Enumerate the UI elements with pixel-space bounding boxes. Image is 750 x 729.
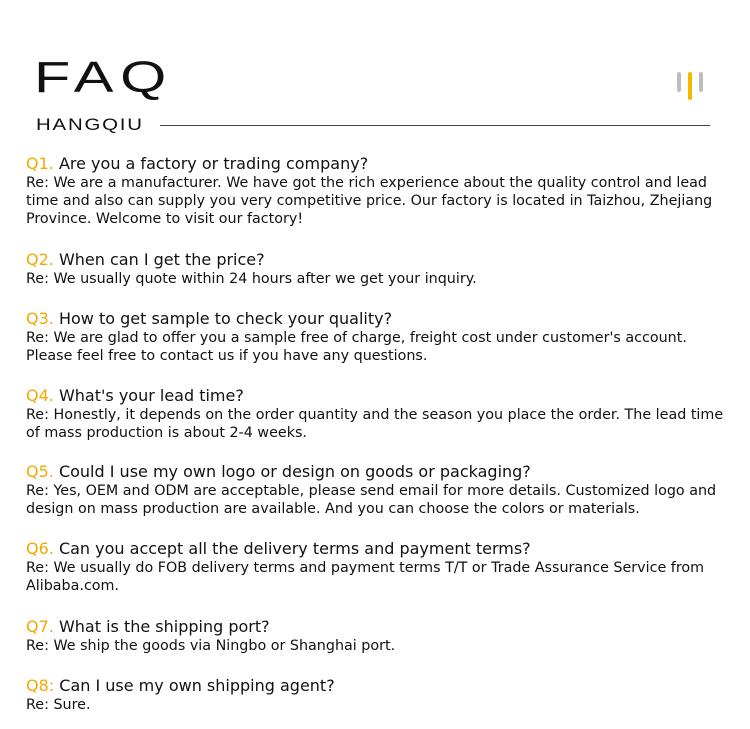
faq-item-8: [26, 676, 726, 714]
question-number: Q6.: [26, 539, 54, 558]
question-number: Q2.: [26, 250, 54, 269]
question: [26, 386, 726, 406]
question-number: Q8:: [26, 676, 55, 695]
divider-line: [160, 125, 710, 126]
answer-text: Re: We are a manufacturer. We have got the rich experience about the quality control and lead time and also can supply you very competitive price. Our factory is located in Taizhou, Zhejiang Province. Welcome to visit our factory!: [26, 175, 713, 227]
answer-text: Re: We are glad to offer you a sample free of charge, freight cost under customer's account. Please feel free to contact us if you have any questions.: [26, 330, 687, 364]
question-text: When can I get the price?: [58, 250, 265, 269]
faq-item-6: [26, 539, 726, 595]
question: [26, 462, 726, 482]
question-text: How to get sample to check your quality?: [58, 309, 393, 328]
question-text: Can you accept all the delivery terms and payment terms?: [58, 539, 531, 558]
brand-row: [36, 115, 710, 135]
answer-text: Re: Sure.: [26, 697, 91, 713]
question: [26, 539, 726, 559]
brand-name: HANGQIU: [36, 115, 144, 134]
faq-item-4: [26, 386, 726, 442]
question-number: Q7.: [26, 617, 54, 636]
question: [26, 154, 726, 174]
faq-title: FAQ: [34, 53, 174, 102]
faq-item-2: [26, 250, 726, 288]
answer-text: Re: We ship the goods via Ningbo or Shanghai port.: [26, 638, 396, 654]
question: [26, 676, 726, 696]
logo-bar-center: [688, 72, 692, 100]
answer-text: Re: We usually quote within 24 hours after we get your inquiry.: [26, 271, 477, 287]
question-text: What is the shipping port?: [58, 617, 270, 636]
faq-item-1: [26, 154, 726, 228]
question-text: What's your lead time?: [58, 386, 244, 405]
question-number: Q4.: [26, 386, 54, 405]
answer-text: Re: Yes, OEM and ODM are acceptable, please send email for more details. Customized logo and design on mass production are available. And you can choose the colors or materials.: [26, 483, 717, 517]
logo-bars-icon: [676, 70, 706, 100]
faq-item-7: [26, 617, 726, 655]
faq-item-5: [26, 462, 726, 518]
logo-bar-right: [699, 72, 703, 92]
question: [26, 250, 726, 270]
answer-text: Re: We usually do FOB delivery terms and payment terms T/T or Trade Assurance Service from Alibaba.com.: [26, 560, 705, 594]
question-text: Can I use my own shipping agent?: [59, 676, 335, 695]
question: [26, 617, 726, 637]
question-number: Q5.: [26, 462, 54, 481]
logo-bar-left: [677, 72, 681, 92]
question-text: Are you a factory or trading company?: [58, 154, 369, 173]
answer-text: Re: Honestly, it depends on the order quantity and the season you place the order. The lead time of mass production is about 2-4 weeks.: [26, 407, 724, 441]
question-text: Could I use my own logo or design on goods or packaging?: [58, 462, 531, 481]
question: [26, 309, 726, 329]
question-number: Q1.: [26, 154, 54, 173]
faq-item-3: [26, 309, 726, 365]
question-number: Q3.: [26, 309, 54, 328]
